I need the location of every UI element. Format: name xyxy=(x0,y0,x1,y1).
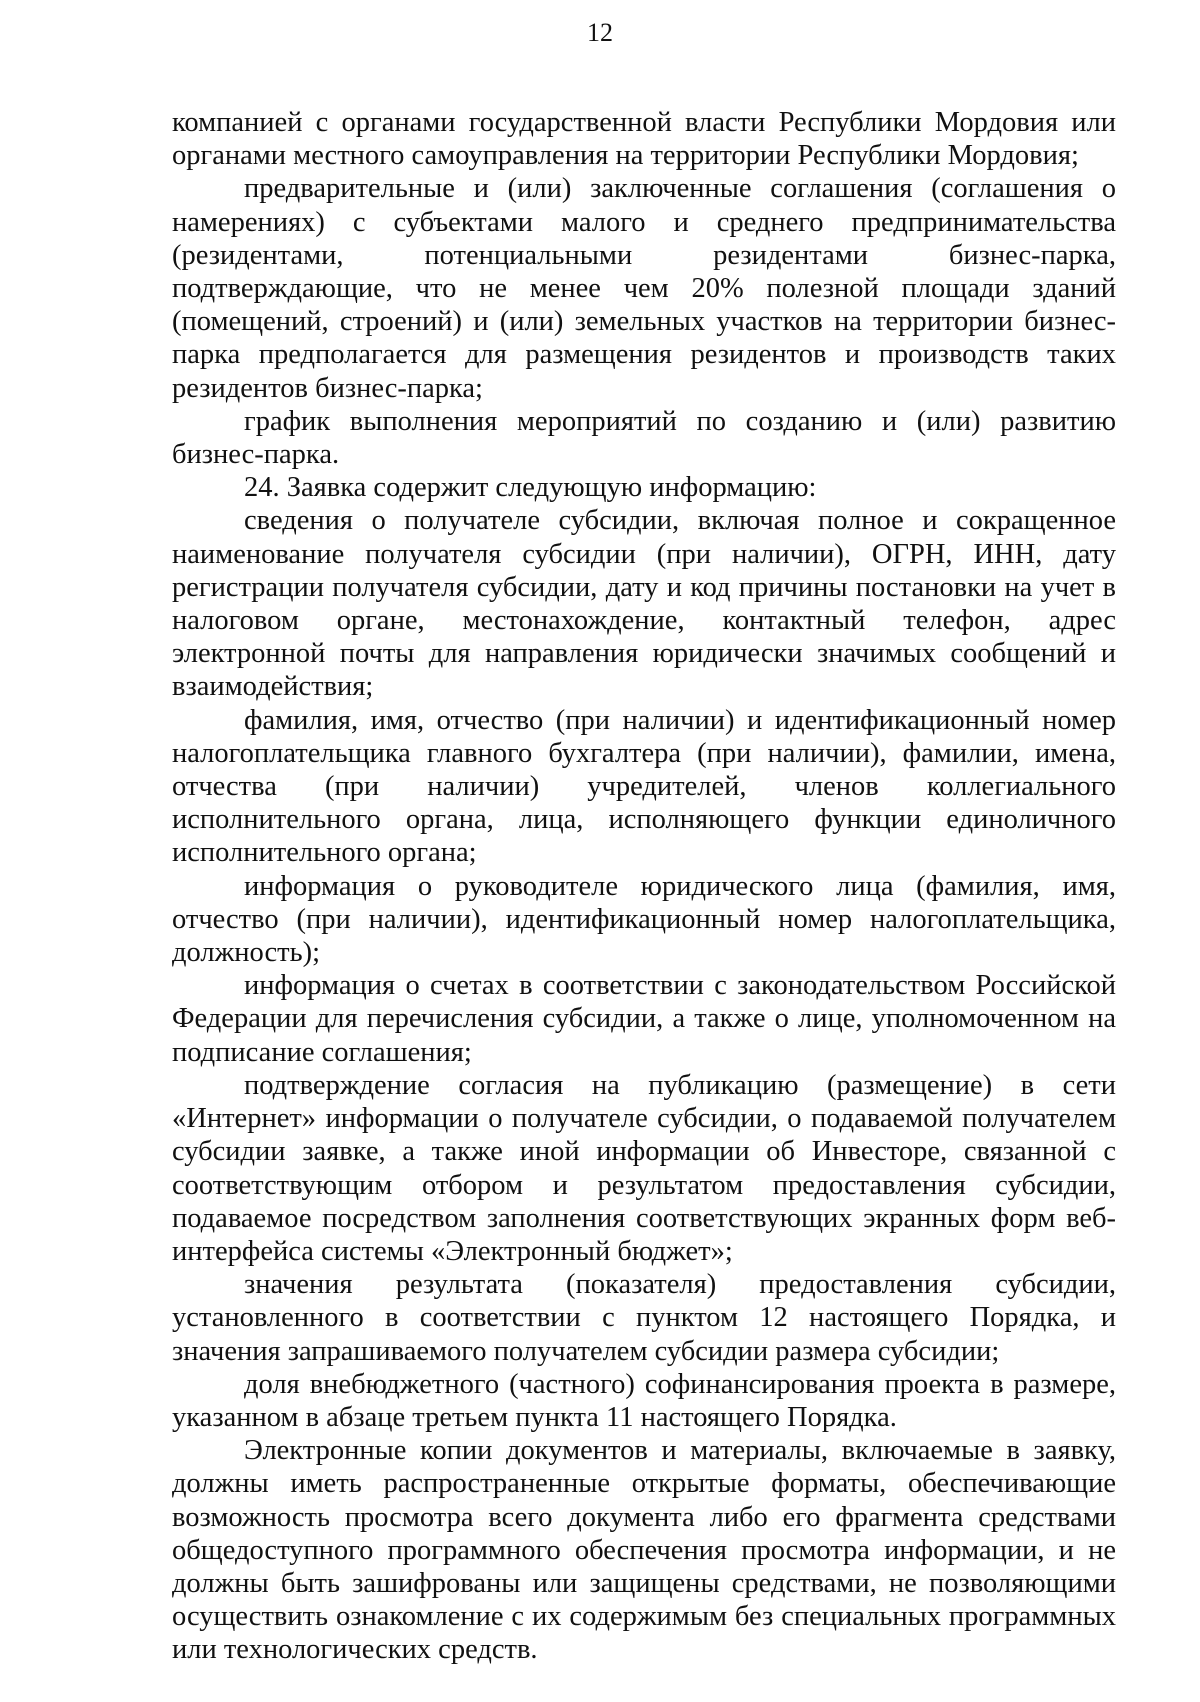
paragraph-recipient-info: сведения о получателе субсидии, включая полное и сокращенное наименование получателя субсидии (при наличии), ОГРН, ИНН, дату регистрации получателя субсидии, дату и код причины постановки на учет в налоговом органе, местонахождение, контактный телефон, адрес электронной почты для направления юридически значимых сообщений и взаимодействия; xyxy=(172,505,1116,703)
paragraph-electronic-copies: Электронные копии документов и материалы, включаемые в заявку, должны иметь распространенные открытые форматы, обеспечивающие возможность просмотра всего документа либо его фрагмента средствами общедоступного программного обеспечения просмотра информации, и не должны быть зашифрованы или защищены средствами, не позволяющими осуществить ознакомление с их содержимым без специальных программных или технологических средств. xyxy=(172,1435,1116,1666)
paragraph-schedule: график выполнения мероприятий по созданию и (или) развитию бизнес-парка. xyxy=(172,405,1116,471)
document-body xyxy=(172,106,1116,1667)
paragraph-clause-24: 24. Заявка содержит следующую информацию: xyxy=(244,472,817,504)
paragraph-head-info: информация о руководителе юридического лица (фамилия, имя, отчество (при наличии), идентификационный номер налогоплательщика, должность); xyxy=(172,870,1116,969)
paragraph-accounts: информация о счетах в соответствии с законодательством Российской Федерации для перечисления субсидии, а также о лице, уполномоченном на подписание соглашения; xyxy=(172,970,1116,1068)
paragraph-continuation: компанией с органами государственной власти Республики Мордовия или органами местного самоуправления на территории Республики Мордовия; xyxy=(172,107,1116,172)
paragraph-cofinancing: доля внебюджетного (частного) софинансирования проекта в размере, указанном в абзаце третьем пункта 11 настоящего Порядка. xyxy=(172,1368,1116,1433)
paragraph-accountant-founders: фамилия, имя, отчество (при наличии) и идентификационный номер налогоплательщика главного бухгалтера (при наличии), фамилии, имена, отчества (при наличии) учредителей, членов коллегиального исполнительного органа, лица, исполняющего функции единоличного исполнительного органа; xyxy=(172,704,1116,869)
paragraph-preliminary-agreements: предварительные и (или) заключенные соглашения (соглашения о намерениях) с субъектами малого и среднего предпринимательства (резидентами, потенциальными резидентами бизнес-парка, подтверждающие, что не менее чем 20% полезной площади зданий (помещений, строений) и (или) земельных участков на территории бизнес-парка предполагается для размещения резидентов и производств таких резидентов бизнес-парка; xyxy=(172,173,1116,404)
paragraph-result-values: значения результата (показателя) предоставления субсидии, установленного в соответствии с пунктом 12 настоящего Порядка, и значения запрашиваемого получателем субсидии размера субсидии; xyxy=(172,1269,1116,1367)
page-number: 12 xyxy=(587,18,613,47)
paragraph-publication-consent: подтверждение согласия на публикацию (размещение) в сети «Интернет» информации о получателе субсидии, о подаваемой получателем субсидии заявке, а также иной информации об Инвесторе, связанной с соответствующим отбором и результатом предоставления субсидии, подаваемое посредством заполнения соответствующих экранных форм веб-интерфейса системы «Электронный бюджет»; xyxy=(172,1069,1116,1267)
